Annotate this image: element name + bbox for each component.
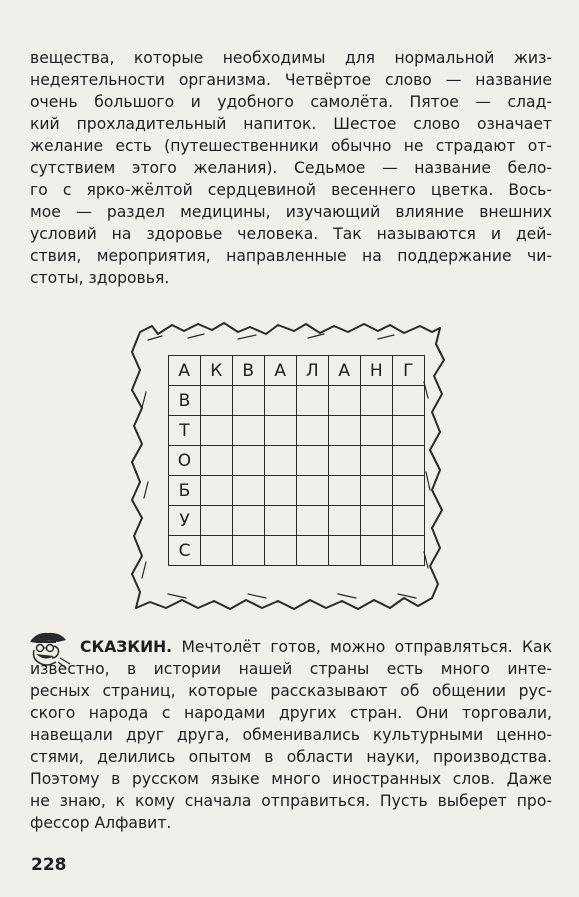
crossword-cell: Г [393,356,425,386]
crossword-cell [265,446,297,476]
text-line: кий прохладительный напиток. Шестое слово означает [30,115,552,133]
crossword-cell [361,386,393,416]
crossword-cell [201,446,233,476]
crossword-cell [201,416,233,446]
crossword-cell [393,536,425,566]
crossword-cell [201,506,233,536]
crossword-cell [393,476,425,506]
crossword-cell: Н [361,356,393,386]
crossword-cell [265,416,297,446]
text-line: условий на здоровье человека. Так называются и дей- [30,225,552,243]
text-line: желание есть (путешественники обычно не страдают от- [30,137,552,155]
speaker-first-line-text: Мечтолёт готов, можно отправляться. Как [172,638,552,656]
crossword-row [169,506,425,536]
text-line: не знаю, к кому сначала отправиться. Пусть выберет про- [30,792,552,810]
crossword-cell [297,506,329,536]
crossword-cell: А [265,356,297,386]
crossword-row [169,536,425,566]
crossword-cell [265,476,297,506]
crossword-cell [233,536,265,566]
crossword-cell [265,506,297,536]
text-line: стями, делились опытом в области науки, производства. [30,748,552,766]
crossword-cell [201,476,233,506]
paragraph-intro [30,47,552,289]
crossword-cell: О [169,446,201,476]
crossword-cell [393,446,425,476]
text-line: стоты, здоровья. [30,269,170,287]
crossword-cell [297,476,329,506]
text-line: навещали друг друга, обменивались культурными ценно- [30,726,552,744]
crossword-cell: В [169,386,201,416]
crossword-row [169,416,425,446]
crossword-cell [233,386,265,416]
crossword-cell [361,476,393,506]
crossword-cell [361,416,393,446]
crossword-cell: У [169,506,201,536]
crossword-cell: С [169,536,201,566]
text-line: Поэтому в русском языке много иностранных слов. Даже [30,770,552,788]
crossword-cell [201,386,233,416]
crossword-cell [393,416,425,446]
crossword-cell [265,386,297,416]
crossword-row [169,386,425,416]
crossword-cell [297,416,329,446]
text-line: мое — раздел медицины, изучающий влияние внешних [30,203,552,221]
text-line: ресных страниц, которые рассказывают об общении рус- [30,682,552,700]
crossword-cell [329,506,361,536]
crossword-cell [329,446,361,476]
crossword-cell [201,536,233,566]
crossword-cell: В [233,356,265,386]
crossword-cell [297,536,329,566]
text-line: недеятельности организма. Четвёртое слово — название [30,71,552,89]
crossword-row [169,356,425,386]
paragraph-skazkin-first-line [30,636,552,658]
crossword-cell: Т [169,416,201,446]
crossword-cell [233,506,265,536]
text-line: ствия, мероприятия, направленные на поддержание чи- [30,247,552,265]
crossword-cell [361,446,393,476]
text-line: очень большого и удобного самолёта. Пятое — слад- [30,93,552,111]
crossword-cell [393,506,425,536]
crossword-cell [361,536,393,566]
crossword-cell [361,506,393,536]
crossword-cell: А [329,356,361,386]
crossword-cell [265,536,297,566]
text-line: ского народа с народами других стран. Они торговали, [30,704,552,722]
crossword-cell [297,446,329,476]
crossword-cell [393,386,425,416]
crossword-cell [329,386,361,416]
text-line: известно, в истории нашей страны есть много инте- [30,660,552,678]
page-number: 228 [31,855,67,875]
crossword-row [169,476,425,506]
crossword-cell: Б [169,476,201,506]
crossword-cell [329,536,361,566]
crossword-grid [168,355,425,566]
text-line: вещества, которые необходимы для нормальной жиз- [30,49,552,67]
crossword-cell [233,476,265,506]
crossword-row [169,446,425,476]
text-line: сутствием этого желания). Седьмое — название бело- [30,159,552,177]
crossword-cell [233,446,265,476]
crossword-cell [233,416,265,446]
crossword-cell: А [169,356,201,386]
crossword-cell: К [201,356,233,386]
speaker-name: СКАЗКИН. [80,638,173,656]
crossword-cell [297,386,329,416]
text-line: го с ярко-жёлтой сердцевиной весеннего цветка. Вось- [30,181,552,199]
crossword-cell [329,416,361,446]
paragraph-skazkin [30,636,552,834]
crossword-cell: Л [297,356,329,386]
crossword-cell [329,476,361,506]
text-line: фессор Алфавит. [30,814,172,832]
